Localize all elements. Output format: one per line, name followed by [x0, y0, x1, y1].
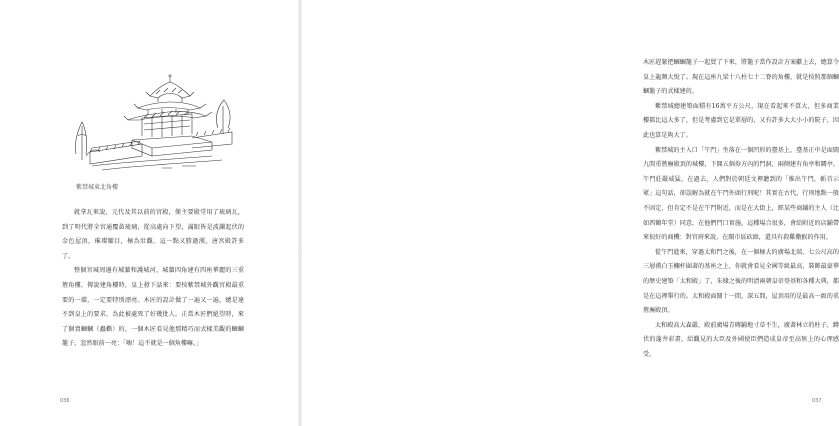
paragraph: 就拿瓦來說，元代及其以前的宮殿，僅主要殿堂用了琉璃瓦，到了明代將全宮通覆黃琉璃，從高處向下望，滿眼皆是波瀾起伏的金色屋頂，璀璨耀目，極為壯觀。這一點又勝過漢、唐宮殿許多了。 — [62, 209, 244, 260]
left-page — [0, 0, 300, 426]
paragraph: 紫禁城的主入口「午門」坐落在一個凹形的臺基上，臺基正中是面闊九間重簷廡殿頂的城樓，下開五個券方內的門洞，兩側建有角亭和闕亭，午門莊嚴威猛，在過去，人們對於朝廷文裡聽到的「推出午門，斬首示眾」這句話，卻誤解為就在午門外頭行刑呢！其實在古代，行刑地點一般不固定，但肯定不是在午門附近，而是在大街上，經某些商鋪的主人（比如西鶴年堂）同意，在他們門口實施。這種場合很多，會給附近的店鋪帶來很好的商機：對官府來說，在闊市區砍頭，還具有殺雞儆猴的作用。 — [643, 146, 839, 242]
right-body-text — [643, 56, 839, 362]
paragraph: 紫禁城總建築面積有16萬平方公尺，現在看起來不算大，但多商業樓都比這大多了，但是考慮到它是單層的，又有許多大大小小的院子，因此也算是夠大了。 — [643, 102, 839, 139]
right-page — [300, 0, 839, 426]
illustration-caption: 紫禁城東北角樓 — [76, 184, 119, 191]
paragraph: 從午門進來，穿過太和門之後，在一個極大的廣場北端，七公尺高的三層漢白玉欄杆圍著的基座之上，你就會看見全國等級最高，裝飾最豪華的歷史建築「太和殿」了，朱棣之後的明清兩朝皇帝登基和各種大典，都是在這裡舉行的。太和殿面闊十一間，深五間，屋頂用的是最高一級的重簷廡殿頂。 — [643, 248, 839, 315]
corner-tower-illustration — [72, 56, 234, 174]
paragraph: 木匠趕緊把蟈蟈籠子一起買了下來，將籠子當作設計方案獻上去，總算令皇上龍顏大悅了。現在這座九梁十八柱七十二脊的角樓，就是按照那個蟈蟈籠子的式樣建的。 — [643, 59, 839, 96]
left-body-text — [62, 206, 244, 352]
page-number: 036 — [60, 398, 70, 404]
paragraph: 太和殿高大森嚴，殿前廣場青磚鋪地寸草不生，廣著林立的柱子，蹲伏的蓬井彩畫，給觀見的大臣及外國使臣們造成皇帝至高無上的心理感受。 — [643, 321, 839, 358]
paragraph: 整個宮城周邊有城牆和護城河，城牆四角建有四座華麗的三重簷角樓，傳說建角樓時，皇上發下話來：要按紫禁城外觀宮殿最重要的一環，一定要特別漂亮。木匠的設計做了一遍又一遍，總是達不到皇上的要求，為此被處死了好幾批人。正當木匠們絕望時，來了個賣蟈蟈（蟲蟖）的，一個木匠看見他那精巧而式樣美觀的蟈蟈籠子，忽然眼前一亮：「嗨！這不就是一個角樓嘛。」 — [62, 267, 244, 348]
page-number: 037 — [812, 398, 822, 404]
